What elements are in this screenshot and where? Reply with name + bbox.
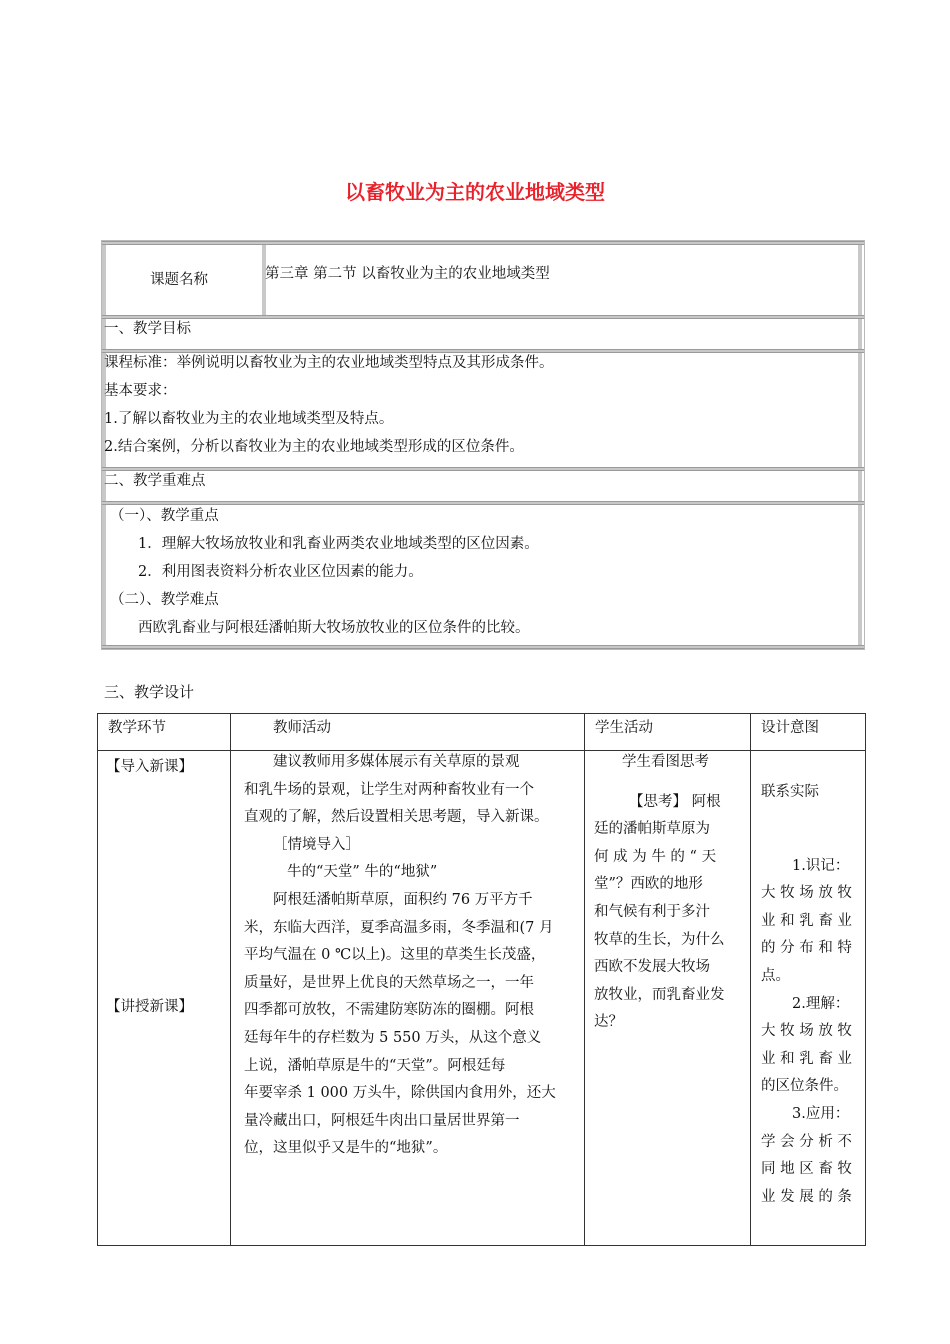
cell-line: 业 和 乳 畜 业 [761,912,852,929]
divider [102,245,106,317]
cell-line: 的区位条件。 [761,1078,848,1095]
cell-line: 1.识记： [792,857,850,874]
divider [102,349,864,353]
divider [102,505,106,645]
cell-line: ［情境导入］ [273,836,360,853]
header-cell [98,714,231,751]
header-cell [585,714,751,751]
design-heading: 三、教学设计 [104,683,195,701]
cell-line: 大 牧 场 放 牧 [761,885,852,902]
cell-line: 牛的“天堂” 牛的“地狱” [287,864,438,881]
cell-line: 牧草的生长，为什么 [594,931,725,948]
cell-line: 何 成 为 牛 的 “ 天 [594,848,717,865]
cell-line: 阿根廷潘帕斯草原，面积约 76 万平方千 [273,891,533,908]
cell-line: 西欧不发展大牧场 [594,959,710,976]
cell-line: 堂”？西欧的地形 [594,876,703,893]
goal-line: 基本要求： [104,383,177,399]
cell-line: 点。 [761,967,790,984]
goal-line: 课程标准：举例说明以畜牧业为主的农业地域类型特点及其形成条件。 [104,355,554,371]
cell-line: 达？ [594,1014,623,1031]
cell-line: 学 会 分 析 不 [761,1133,852,1150]
cell-line: 质量好，是世界上优良的天然草场之一，一年 [244,974,534,991]
cell-line: 同 地 区 畜 牧 [761,1161,852,1178]
header-student: 学生活动 [595,720,653,736]
keypoint-line: 2．利用图表资料分析农业区位因素的能力。 [138,564,423,580]
course-name-value: 第三章 第二节 以畜牧业为主的农业地域类型 [265,266,550,282]
divider [102,645,864,649]
cell-line: 大 牧 场 放 牧 [761,1023,852,1040]
cell-line: 四季都可放牧，不需建防寒防冻的圈棚。阿根 [244,1002,534,1019]
cell-line: 年要宰杀 1 000 万头牛，除供国内食用外，还大 [244,1085,556,1102]
divider [102,501,864,505]
header-teacher: 教师活动 [273,720,331,736]
cell-line: 联系实际 [761,784,819,800]
cell-line: 放牧业，而乳畜业发 [594,986,725,1003]
goals-heading: 一、教学目标 [104,321,191,337]
header-cell [751,714,866,751]
design-intent [761,779,861,1211]
cell-line: 上说，潘帕草原是牛的“天堂”。阿根廷每 [244,1057,506,1074]
keypoint-line: 1．理解大牧场放牧业和乳畜业两类农业地域类型的区位因素。 [138,536,539,552]
cell-line: 米，东临大西洋，夏季高温多雨，冬季温和(7 月 [244,919,554,936]
cell-line: 学生看图思考 [622,754,709,770]
cell-line: 廷的潘帕斯草原为 [594,821,710,838]
keypoint-line: （二）、教学难点 [110,592,219,608]
student-activity [594,749,746,1037]
cell-line: 业 发 展 的 条 [761,1188,852,1205]
cell-line: 建议教师用多媒体展示有关草原的景观 [273,754,520,770]
cell-line: 量冷藏出口，阿根廷牛肉出口量居世界第一 [244,1112,520,1129]
stage-cell [98,751,231,1246]
divider [102,315,864,319]
cell-line: 和气候有利于多汁 [594,903,710,920]
cell-line: 2.理解： [792,995,850,1012]
cell-line: 的 分 布 和 特 [761,940,852,957]
cell-line: 廷每年牛的存栏数为 5 550 万头，从这个意义 [244,1029,542,1046]
cell-line: 平均气温在 0 ℃以上)。这里的草类生长茂盛， [244,947,546,964]
teacher-activity [244,749,580,1163]
header-stage: 教学环节 [108,720,166,736]
goal-line: 2.结合案例，分析以畜牧业为主的农业地域类型形成的区位条件。 [104,439,524,455]
header-intent: 设计意图 [761,720,819,736]
header-cell [231,714,585,751]
divider [102,467,864,471]
course-name-label: 课题名称 [150,272,208,288]
divider [858,245,862,647]
cell-line: 和乳牛场的景观，让学生对两种畜牧业有一个 [244,781,534,798]
keypoint-line: （一）、教学重点 [110,508,219,524]
student-cell [585,751,751,1246]
design-table [97,713,866,1246]
table-header-row [98,714,866,751]
goal-line: 1.了解以畜牧业为主的农业地域类型及特点。 [104,411,394,427]
table-row [98,751,866,1246]
stage-intro: 【导入新课】 [106,759,193,775]
cell-line: 3.应用： [792,1105,850,1122]
stage-teach: 【讲授新课】 [106,999,193,1015]
cell-line: 业 和 乳 畜 业 [761,1050,852,1067]
cell-line: 位，这里似乎又是牛的“地狱”。 [244,1140,448,1157]
keypoints-heading: 二、教学重难点 [104,473,206,489]
intent-cell [751,751,866,1246]
cell-line: 【思考】 阿根 [629,793,721,810]
cell-line: 直观的了解，然后设置相关思考题，导入新课。 [244,809,549,826]
keypoint-line: 西欧乳畜业与阿根廷潘帕斯大牧场放牧业的区位条件的比较。 [138,620,530,636]
teacher-cell [231,751,585,1246]
page-title: 以畜牧业为主的农业地域类型 [345,180,605,204]
divider [102,241,864,245]
